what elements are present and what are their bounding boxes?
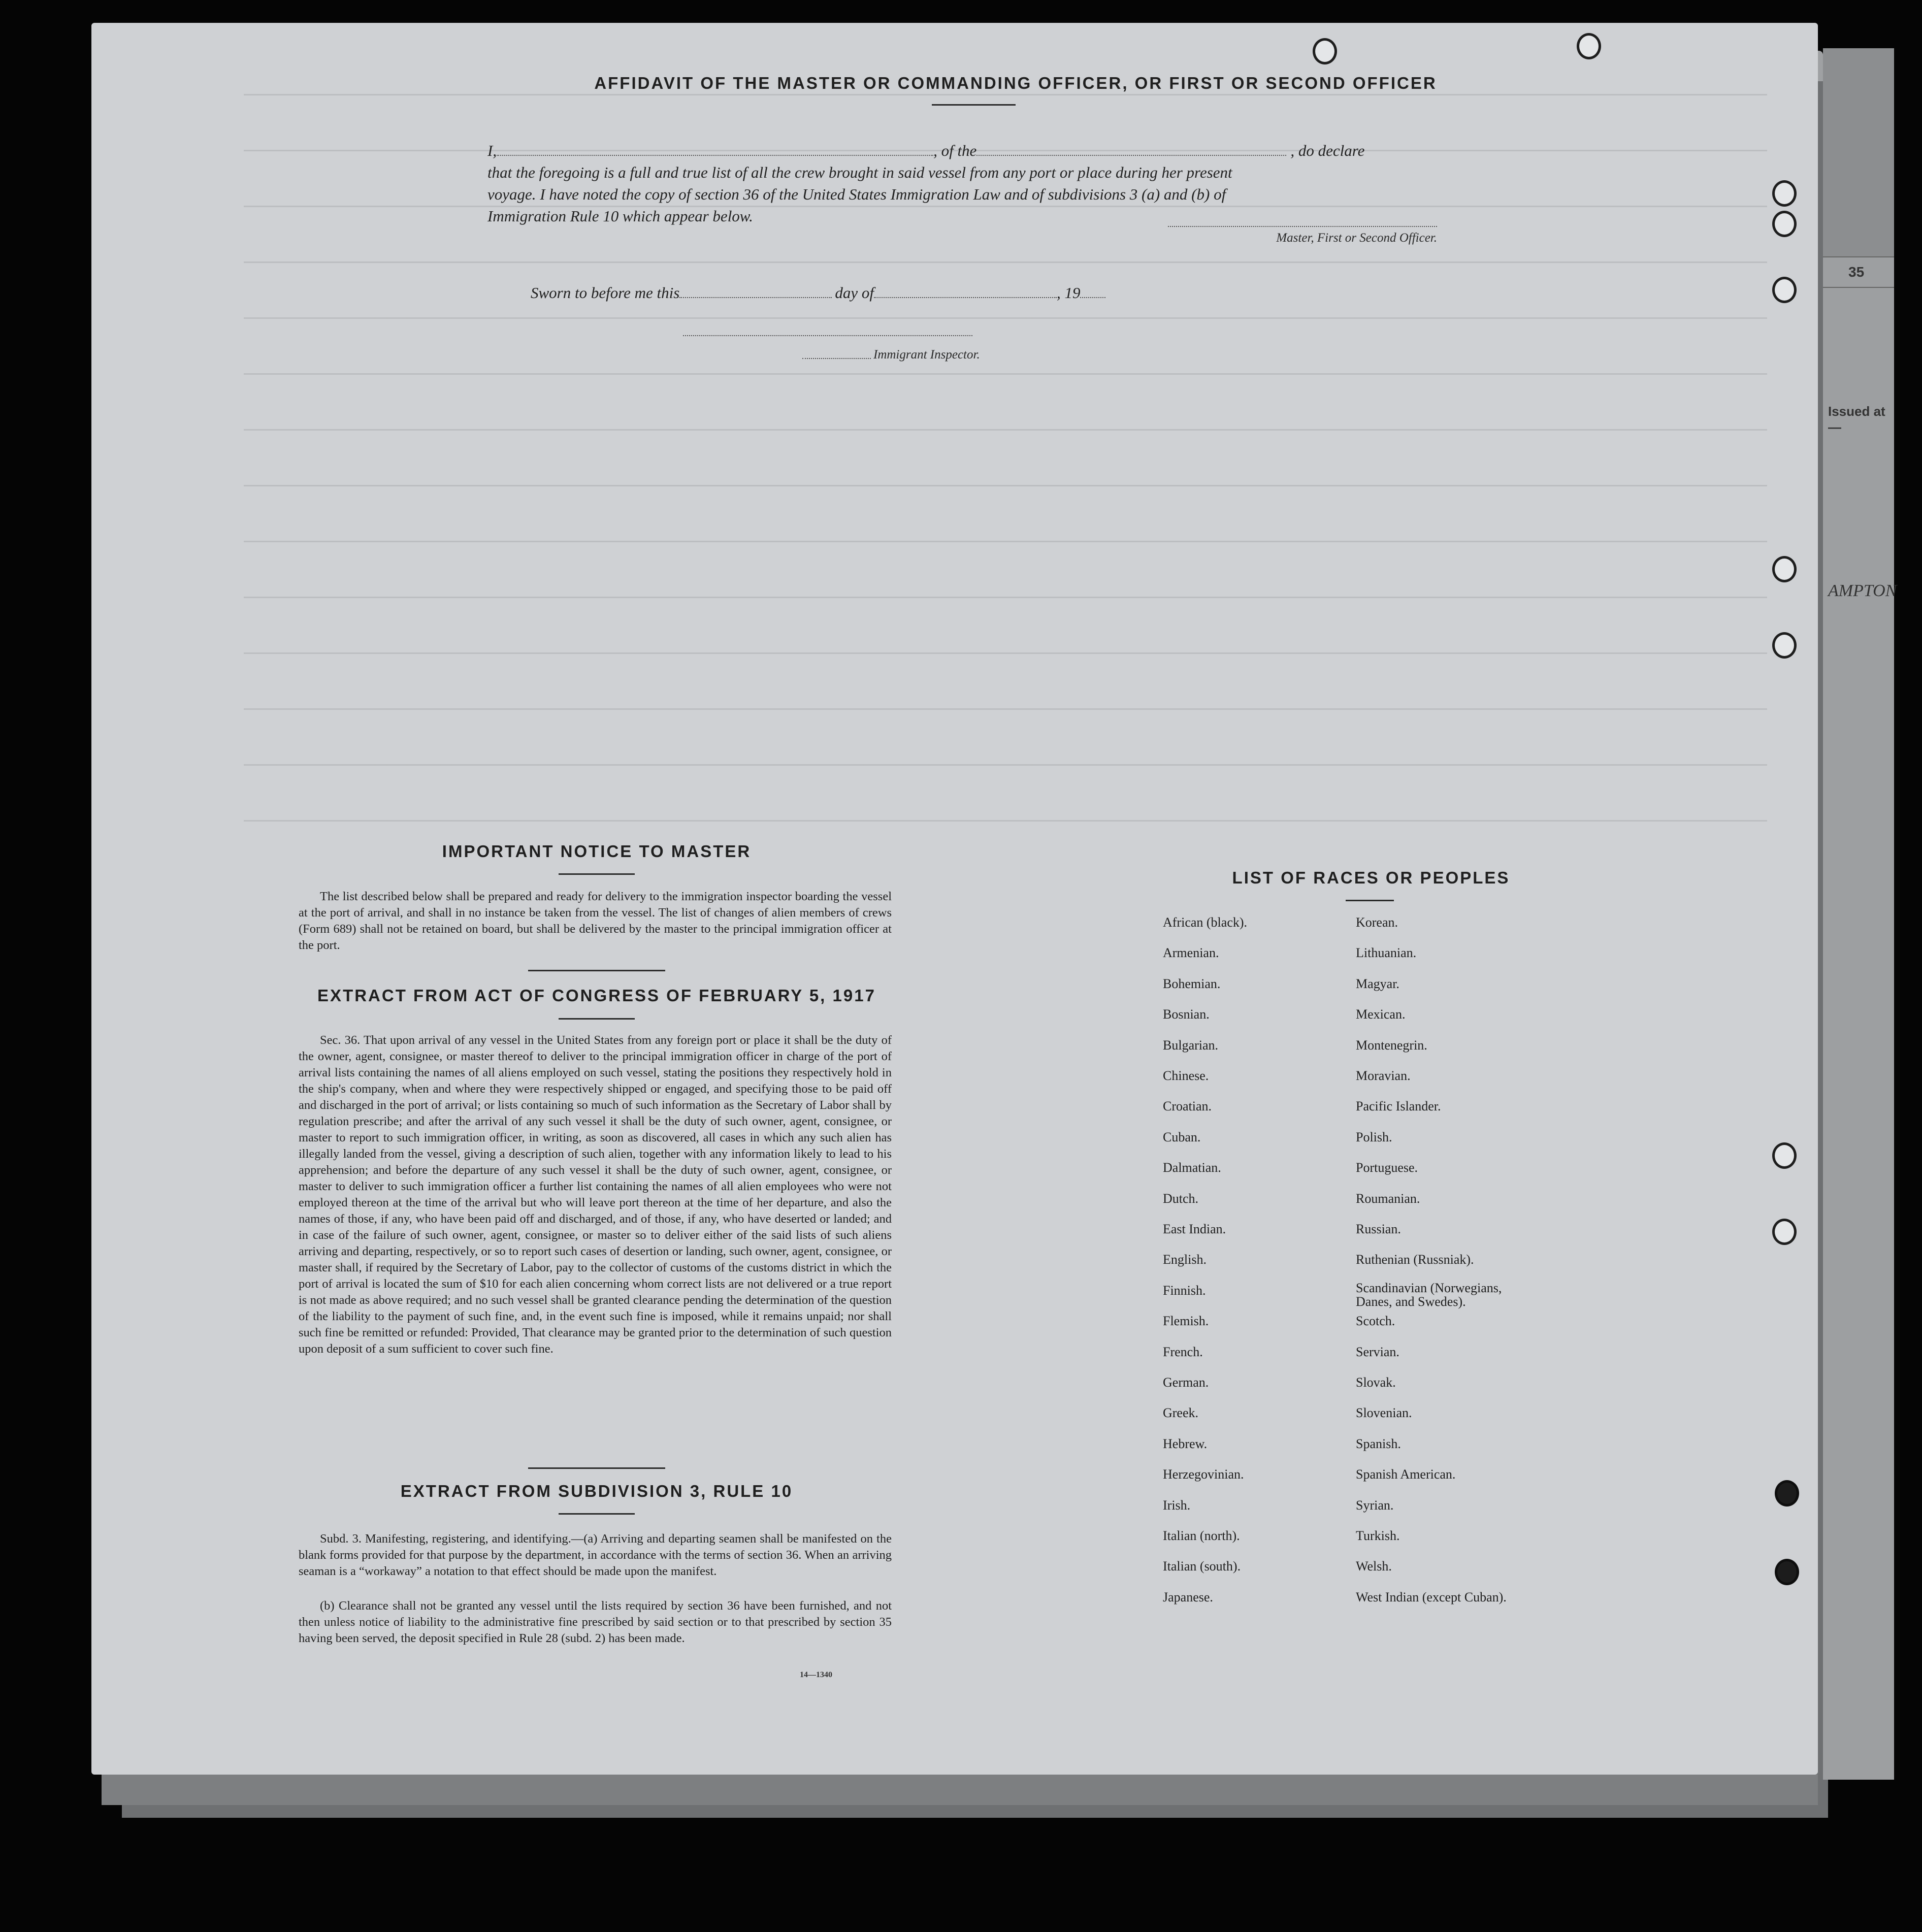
rule-underline [559,1513,635,1515]
race-item: Lithuanian. [1356,945,1417,960]
race-item: Dutch. [1163,1191,1199,1206]
punch-hole-icon [1775,1559,1799,1585]
race-item: Bohemian. [1163,976,1221,991]
punch-hole-icon [1577,33,1601,59]
of-the-label: , of the [933,142,977,159]
race-item: Scandinavian (Norwegians, Danes, and Swedes). [1356,1281,1502,1309]
declaration-line-4: Immigration Rule 10 which appear below. [487,207,753,225]
race-item: Turkish. [1356,1528,1400,1543]
race-item: East Indian. [1163,1222,1226,1236]
adjacent-handwriting: AMPTON [1828,581,1897,600]
adjacent-rule [1823,287,1894,288]
act-text: Sec. 36. That upon arrival of any vessel in the United States from any foreign port or place it shall be the duty of the owner, agent, consignee, or master thereof to deliver to the principal immigration officer in charge of the port of arrival lists containing the names of all aliens employed on such vessel, stating the positions they respectively hold in the ship's company, when and where they were respectively shipped or engaged, and specifying those to be paid off and discharged in the port of arrival; or lists containing so much of such information as the Secretary of Labor shall by regulation prescribe; and after the arrival of any such vessel it shall be the duty of such owner, agent, consignee, or master to report to such immigration officer, in writing, as soon as discovered, all cases in which any such alien has illegally landed from the vessel, giving a description of such alien, together with any information likely to lead to his apprehension; and before the departure of any such vessel it shall be the duty of such owner, agent, consignee, or master to deliver to such immigration officer a further list containing the names of all alien employees who were not employed thereon at the time of the arrival but who will leave port thereon at the time of her departure, and also the names of those, if any, who have been paid off and discharged, and of those, if any, who have deserted or landed; and in case of the failure of such owner, agent, consignee, or master so to deliver either of the said lists of such aliens arriving and departing, respectively, or so to report such cases of desertion or landing, such owner, agent, consignee, or master shall, if required by the Secretary of Labor, pay to the collector of customs of the customs district in which the port of arrival is located the sum of $10 for each alien concerning whom correct lists are not delivered or a true report is not made as above required; and no such vessel shall be granted clearance pending the determination of the question of the liability to the payment of such fine, and, in the event such fine is imposed, while it remains unpaid; nor shall such fine be remitted or refunded: Provided, That clearance may be granted prior to the determination of such question upon deposit of a sum sufficient to cover such fine. [299,1033,892,1356]
sworn-day-field[interactable] [679,297,832,298]
form-number: 14—1340 [800,1671,832,1679]
rule-para-b: (b) Clearance shall not be granted any vessel until the lists required by section 36 have been furnished, and not then unless notice of liability to the administrative fine prescribed by said section or to that prescribed by section 35 having been served, the deposit specified in Rule 28 (subd. 2) has been made. [299,1599,892,1645]
punch-hole-icon [1772,632,1797,659]
race-item: Servian. [1356,1345,1399,1359]
adjacent-sheet [1823,48,1897,1724]
punch-hole-icon [1772,180,1797,207]
race-item: Spanish. [1356,1436,1401,1451]
punch-hole-icon [1313,38,1337,64]
affidavit-title: AFFIDAVIT OF THE MASTER OR COMMANDING OFFICER, OR FIRST OR SECOND OFFICER [594,74,1437,92]
page-bottom-edge [102,1775,1818,1805]
race-item: West Indian (except Cuban). [1356,1590,1507,1604]
race-item: Syrian. [1356,1498,1394,1513]
section-divider [528,1467,665,1469]
race-item: Russian. [1356,1222,1401,1236]
punch-hole-icon [1775,1480,1799,1507]
race-item: Dalmatian. [1163,1160,1221,1175]
race-item: Finnish. [1163,1283,1206,1298]
sworn-year-field[interactable] [1080,297,1105,298]
punch-hole-icon [1772,277,1797,303]
punch-hole-icon [1772,1219,1797,1245]
race-item: Welsh. [1356,1559,1392,1574]
race-item: Portuguese. [1356,1160,1418,1175]
race-item: Moravian. [1356,1068,1411,1083]
act-underline [559,1018,635,1020]
year-prefix: , 19 [1056,284,1081,302]
race-item: Hebrew. [1163,1436,1208,1451]
section-divider [528,970,665,971]
notice-title: IMPORTANT NOTICE TO MASTER [442,842,752,861]
races-underline [1346,900,1394,901]
officer-signature-line[interactable] [1168,226,1437,227]
adjacent-sheet-number: 35 [1848,264,1865,280]
race-item: Mexican. [1356,1007,1406,1022]
punch-hole-icon [1772,556,1797,582]
race-item: Magyar. [1356,976,1399,991]
do-declare-label: , do declare [1290,142,1365,159]
race-item: Slovenian. [1356,1405,1412,1420]
declarant-prefix: I, [487,142,497,159]
race-item: Montenegrin. [1356,1038,1427,1053]
race-item: Greek. [1163,1405,1199,1420]
race-item: Scotch. [1356,1314,1395,1328]
rule-para-a: Subd. 3. Manifesting, registering, and identifying.—(a) Arriving and departing seamen shall be manifested on the blank forms provided for that purpose by the department, in accordance with the terms of section 36. When an arriving seaman is a “workaway” a notation to that effect should be made upon the manifest. [299,1532,892,1578]
race-item: French. [1163,1345,1203,1359]
race-item: Italian (south). [1163,1559,1241,1574]
affidavit-declaration [487,140,1457,227]
race-item: Bulgarian. [1163,1038,1219,1053]
race-item: Italian (north). [1163,1528,1240,1543]
race-item: Croatian. [1163,1099,1212,1114]
race-item: Polish. [1356,1130,1392,1144]
race-item: Chinese. [1163,1068,1209,1083]
race-item: African (black). [1163,915,1248,930]
race-item: Cuban. [1163,1130,1201,1144]
adjacent-sheet-tab [1823,256,1897,1780]
race-item: Bosnian. [1163,1007,1210,1022]
day-of-label: day of [835,284,874,302]
race-item: Irish. [1163,1498,1191,1513]
race-item: Pacific Islander. [1356,1099,1441,1114]
punch-hole-icon [1772,211,1797,237]
notice-text: The list described below shall be prepared and ready for delivery to the immigration inspector boarding the vessel at the port of arrival, and shall in no instance be taken from the vessel. The list of changes of alien members of crews (Form 689) shall not be retained on board, but shall be delivered by the master to the principal immigration officer at the port. [299,890,892,952]
act-title: EXTRACT FROM ACT OF CONGRESS OF FEBRUARY 5, 1917 [317,986,876,1005]
title-underline [932,104,1016,106]
declaration-line-3: voyage. I have noted the copy of section 36 of the United States Immigration Law and of subdivisions 3 (a) and (b) of [487,185,1226,203]
race-item: Armenian. [1163,945,1219,960]
sworn-label: Sworn to before me this [531,284,680,302]
races-title: LIST OF RACES OR PEOPLES [1232,868,1510,887]
declarant-name-field[interactable] [497,155,933,156]
sworn-month-field[interactable] [874,297,1057,298]
race-item: Herzegovinian. [1163,1467,1244,1482]
race-item: German. [1163,1375,1209,1390]
adjacent-rule [1823,256,1894,257]
race-item: English. [1163,1252,1207,1267]
inspector-label: Immigrant Inspector. [873,348,980,362]
officer-signature-label: Master, First or Second Officer. [1276,231,1437,245]
adjacent-issued-label: Issued at— [1828,404,1885,435]
race-item: Flemish. [1163,1314,1209,1328]
race-item: Slovak. [1356,1375,1396,1390]
sworn-statement [531,282,1105,304]
declaration-line-2: that the foregoing is a full and true list of all the crew brought in said vessel from any port or place during her present [487,163,1232,181]
race-item: Roumanian. [1356,1191,1420,1206]
inspector-dotted-lead [802,358,871,359]
punch-hole-icon [1772,1142,1797,1169]
race-item: Ruthenian (Russniak). [1356,1252,1474,1267]
notice-underline [559,873,635,875]
race-item: Korean. [1356,915,1398,930]
rule-title: EXTRACT FROM SUBDIVISION 3, RULE 10 [400,1482,793,1500]
inspector-signature-line[interactable] [683,335,972,336]
race-item: Spanish American. [1356,1467,1456,1482]
race-item: Japanese. [1163,1590,1213,1604]
vessel-name-field[interactable] [976,155,1286,156]
